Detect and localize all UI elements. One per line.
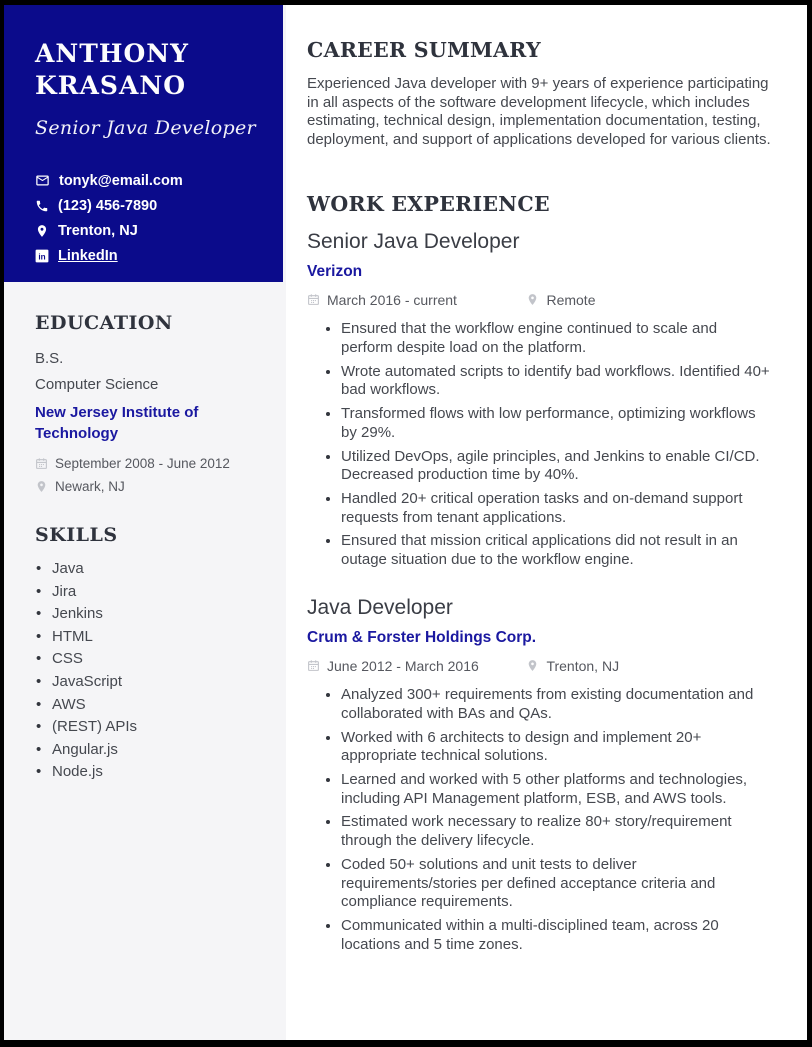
career-summary-section [307, 38, 772, 150]
location-pin-icon [35, 224, 49, 238]
skill-item: • AWS [35, 694, 264, 717]
career-summary-text: Experienced Java developer with 9+ years of experience participating in all aspects of the software development lifecycle, which includes estimating, technical design, implementation documentation, testing, deployment, and support of applications developed for various clients. [307, 75, 771, 149]
work-experience-section [307, 192, 772, 955]
skills-section [4, 524, 286, 784]
bullet-item: • Learned and worked with 5 other platforms and technologies, including API Management platform, ESB, and AWS tools. [341, 771, 772, 808]
skill-item: • CSS [35, 648, 264, 671]
calendar-icon [35, 457, 48, 470]
skill-item: • JavaScript [35, 671, 264, 694]
bullet-item: • Ensured that the workflow engine continued to scale and perform despite load on the platform. [341, 320, 772, 357]
job-bullet-list [307, 320, 772, 569]
skill-item: • HTML [35, 626, 264, 649]
education-dates: September 2008 - June 2012 [55, 456, 230, 471]
last-name: KRASANO [35, 71, 186, 100]
job-dates-row [307, 658, 522, 674]
education-dates-row [35, 456, 264, 471]
education-location-row [35, 479, 264, 494]
calendar-icon [307, 659, 320, 672]
job-location: Trenton, NJ [546, 657, 620, 674]
bullet-item: • Utilized DevOps, agile principles, and Jenkins to enable CI/CD. Decreased production time by 40%. [341, 448, 772, 485]
job-meta-row [307, 292, 772, 312]
job-title: Java Developer [307, 595, 453, 619]
education-section [4, 312, 286, 494]
career-summary-heading: CAREER SUMMARY [307, 38, 541, 62]
linkedin-link[interactable]: LinkedIn [58, 247, 118, 264]
bullet-item: • Handled 20+ critical operation tasks and on-demand support requests from tenant applications. [341, 490, 772, 527]
bullet-item: • Wrote automated scripts to identify bad workflows. Identified 40+ bad workflows. [341, 363, 772, 400]
contact-email [35, 168, 263, 193]
bullet-item: • Transformed flows with low performance, optimizing workflows by 29%. [341, 405, 772, 442]
skill-item: • Node.js [35, 761, 264, 784]
degree-name: B.S. [35, 350, 64, 367]
header-block [4, 5, 283, 282]
education-heading: EDUCATION [35, 312, 173, 334]
job-location-row [526, 292, 595, 308]
contact-location-text: Trenton, NJ [58, 222, 138, 239]
contact-phone [35, 193, 263, 218]
contact-list [35, 168, 263, 268]
education-school: New Jersey Institute of Technology [35, 404, 199, 442]
skills-list [35, 558, 264, 784]
job-dates-row [307, 292, 522, 308]
sidebar [4, 5, 286, 1040]
resume-page [4, 5, 807, 1040]
job-location-row [526, 658, 619, 674]
job-title: Senior Java Developer [307, 229, 520, 253]
work-experience-heading: WORK EXPERIENCE [307, 191, 550, 216]
education-degree [35, 346, 264, 398]
bullet-item: • Analyzed 300+ requirements from existing documentation and collaborated with BAs and QAs. [341, 686, 772, 723]
job-entry [307, 230, 772, 570]
calendar-icon [307, 293, 320, 306]
degree-field: Computer Science [35, 376, 159, 393]
job-company: Crum & Forster Holdings Corp. [307, 628, 537, 646]
envelope-icon [35, 173, 50, 188]
candidate-name [35, 38, 263, 102]
education-location: Newark, NJ [55, 479, 125, 494]
candidate-headline: Senior Java Developer [35, 117, 256, 139]
job-bullet-list [307, 686, 772, 954]
bullet-item: • Estimated work necessary to realize 80+ story/requirement through the delivery lifecycle. [341, 813, 772, 850]
bullet-item: • Coded 50+ solutions and unit tests to deliver requirements/stories per defined acceptance criteria and compliance requirements. [341, 856, 772, 912]
contact-email-text: tonyk@email.com [59, 172, 183, 189]
bullet-item: • Worked with 6 architects to design and implement 20+ appropriate technical solutions. [341, 729, 772, 766]
job-entry [307, 596, 772, 955]
bullet-item: • Ensured that mission critical applications did not result in an outage situation due to the workflow engine. [341, 532, 772, 569]
skill-item: • Jenkins [35, 603, 264, 626]
main-column [286, 5, 807, 1040]
contact-linkedin [35, 243, 263, 268]
job-dates: March 2016 - current [327, 291, 457, 308]
job-company: Verizon [307, 262, 363, 280]
location-pin-icon [35, 480, 48, 493]
contact-phone-text: (123) 456-7890 [58, 197, 158, 214]
location-pin-icon [526, 293, 539, 306]
job-dates: June 2012 - March 2016 [327, 657, 479, 674]
location-pin-icon [526, 659, 539, 672]
skill-item: • Java [35, 558, 264, 581]
phone-icon [35, 199, 49, 213]
bullet-item: • Communicated within a multi-disciplined team, across 20 locations and 5 time zones. [341, 917, 772, 954]
svg-text:in: in [38, 252, 46, 261]
skill-item: • Angular.js [35, 739, 264, 762]
contact-location [35, 218, 263, 243]
job-location: Remote [546, 291, 596, 308]
job-meta-row [307, 658, 772, 678]
first-name: ANTHONY [35, 39, 189, 68]
skill-item: • Jira [35, 581, 264, 604]
skills-heading: SKILLS [35, 524, 118, 546]
skill-item: • (REST) APIs [35, 716, 264, 739]
linkedin-icon [35, 249, 49, 263]
